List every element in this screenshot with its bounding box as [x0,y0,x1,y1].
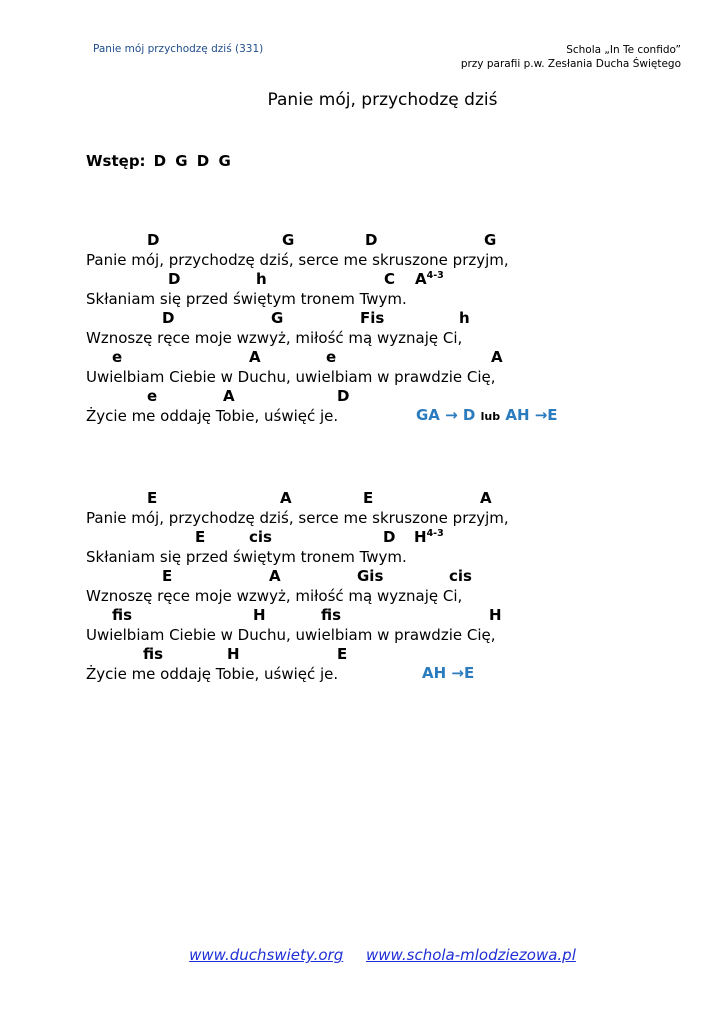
chord: A [223,387,235,405]
footer-link-duchswiety[interactable]: www.duchswiety.org [189,946,344,964]
chord: h [256,270,267,288]
chord: E [147,489,158,507]
chord-row [86,567,646,586]
chord: H [253,606,266,624]
lyric-line: Wznoszę ręce moje wzwyż, miłość mą wyznaję Ci, [86,329,463,347]
chord: Gis [357,567,384,585]
lyric-line: Życie me oddaję Tobie, uświęć je. [86,407,339,425]
chord: $A^{4-3}$ [415,270,444,288]
chord: A [480,489,492,507]
intro-label: Wstęp: [86,152,146,170]
song-title: Panie mój, przychodzę dziś [267,90,498,110]
chord-row [86,231,646,250]
lyric-line: Panie mój, przychodzę dziś, serce me skruszone przyjm, [86,251,509,269]
chord: E [337,645,348,663]
footer-links [0,946,725,964]
chord-row [86,528,646,547]
lyric-line: Skłaniam się przed świętym tronem Twym. [86,290,407,308]
lyric-row [86,664,646,684]
chord: e [147,387,158,405]
lyric-line: Panie mój, przychodzę dziś, serce me skruszone przyjm, [86,509,509,527]
chord: A [491,348,503,366]
chord-row [86,309,646,328]
chord: e [326,348,337,366]
chord: fis [112,606,133,624]
lyric-line: Wznoszę ręce moje wzwyż, miłość mą wyznaję Ci, [86,587,463,605]
lyric-line: Uwielbiam Ciebie w Duchu, uwielbiam w prawdzie Cię, [86,626,496,644]
lyric-row [86,406,646,426]
chord: Fis [360,309,385,327]
chord-row [86,270,646,289]
chord: e [112,348,123,366]
intro-chords: D G D G [153,152,231,170]
chord: G [271,309,284,327]
modulation-note: GA → D lub AH →E [416,406,558,424]
chord: D [162,309,175,327]
lyric-line: Skłaniam się przed świętym tronem Twym. [86,548,407,566]
chord-row [86,387,646,406]
chord: fis [321,606,342,624]
chord-row [86,489,646,508]
chord-row [86,348,646,367]
chord: D [168,270,181,288]
chord: C [384,270,396,288]
chord-row [86,645,646,664]
footer-link-schola[interactable]: www.schola-mlodziezowa.pl [366,946,576,964]
chord: E [195,528,206,546]
header-schola-name: Schola „In Te confido” [566,44,681,56]
chord: G [282,231,295,249]
verse-1 [86,231,646,426]
header-song-reference: Panie mój przychodzę dziś (331) [93,43,264,55]
chord: H [227,645,240,663]
chord: D [365,231,378,249]
verse-2 [86,489,646,684]
chord: A [280,489,292,507]
chord: A [249,348,261,366]
chord-row [86,606,646,625]
chord: H [489,606,502,624]
chord: fis [143,645,164,663]
chord: E [363,489,374,507]
chord: G [484,231,497,249]
chord: h [459,309,470,327]
chord: E [162,567,173,585]
chord: cis [249,528,272,546]
chord: D [337,387,350,405]
chord: cis [449,567,472,585]
modulation-note: AH →E [422,664,475,682]
chord: D [147,231,160,249]
intro-line [86,152,231,170]
header-schola-info [461,43,681,71]
header-parish-name: przy parafii p.w. Zesłania Ducha Świętego [460,58,681,70]
chord: D [383,528,396,546]
chord: $H^{4-3}$ [414,528,444,546]
lyric-line: Życie me oddaję Tobie, uświęć je. [86,665,339,683]
chord: A [269,567,281,585]
lyric-line: Uwielbiam Ciebie w Duchu, uwielbiam w prawdzie Cię, [86,368,496,386]
